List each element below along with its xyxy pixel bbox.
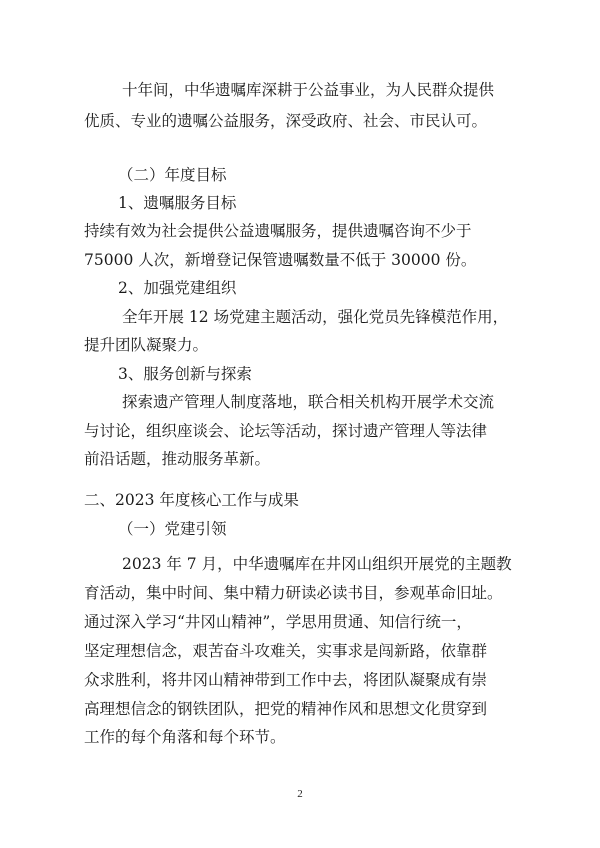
goal-2-title: 2、加强党建组织 [118, 279, 237, 297]
intro-line-2: 优质、专业的遗嘱公益服务，深受政府、社会、市民认可。 [84, 112, 488, 130]
party-para-line-4: 坚定理想信念，艰苦奋斗攻难关，实事求是闯新路，依靠群 [84, 642, 488, 660]
party-para-line-2: 育活动，集中时间、集中精力研读必读书目，参观革命旧址。 [84, 584, 503, 602]
goal-3-line-1: 探索遗产管理人制度落地，联合相关机构开展学术交流 [122, 393, 495, 411]
party-para-line-3: 通过深入学习“井冈山精神”，学思用贯通、知信行统一， [84, 613, 472, 631]
section-2-heading: 二、2023 年度核心工作与成果 [84, 491, 299, 509]
party-para-line-1: 2023 年 7 月，中华遗嘱库在井冈山组织开展党的主题教 [122, 555, 512, 573]
party-para-line-6: 高理想信念的钢铁团队，把党的精神作风和思想文化贯穿到 [84, 700, 488, 718]
goal-1-title: 1、遗嘱服务目标 [118, 194, 237, 212]
party-para-line-5: 众求胜利，将井冈山精神带到工作中去，将团队凝聚成有崇 [84, 671, 488, 689]
party-building-heading: （一）党建引领 [118, 520, 227, 538]
goal-2-line-1: 全年开展 12 场党建主题活动，强化党员先锋模范作用， [122, 308, 509, 326]
annual-goals-heading: （二）年度目标 [118, 166, 227, 184]
goal-1-line-2: 75000 人次，新增登记保管遗嘱数量不低于 30000 份。 [84, 251, 477, 269]
page-number: 2 [297, 788, 303, 800]
intro-line-1: 十年间，中华遗嘱库深耕于公益事业，为人民群众提供 [122, 81, 495, 99]
goal-3-line-2: 与讨论，组织座谈会、论坛等活动，探讨遗产管理人等法律 [84, 422, 488, 440]
goal-2-line-2: 提升团队凝聚力。 [84, 336, 209, 354]
goal-1-line-1: 持续有效为社会提供公益遗嘱服务，提供遗嘱咨询不少于 [84, 222, 472, 240]
party-para-line-7: 工作的每个角落和每个环节。 [84, 728, 286, 746]
goal-3-title: 3、服务创新与探索 [118, 365, 252, 383]
goal-3-line-3: 前沿话题，推动服务革新。 [84, 450, 271, 468]
